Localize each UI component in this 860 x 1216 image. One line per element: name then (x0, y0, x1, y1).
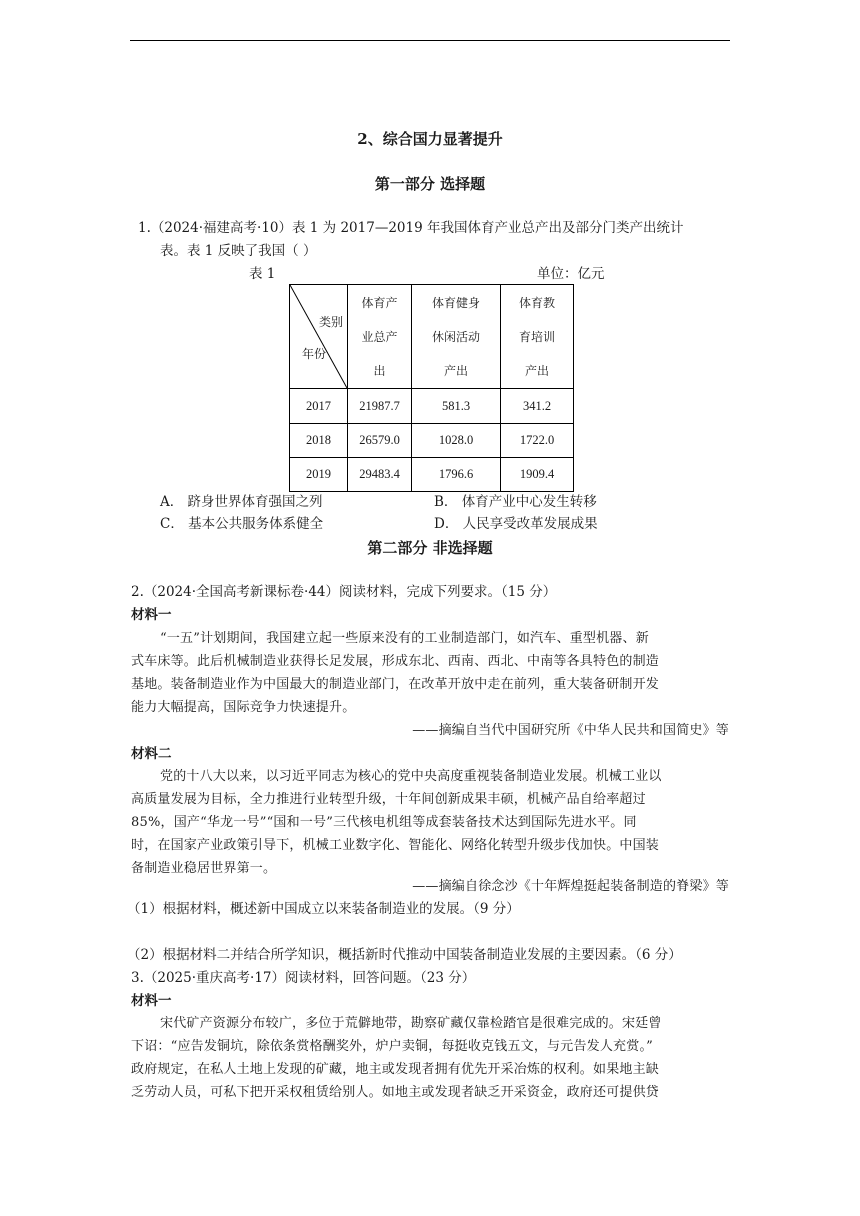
table-cell: 2018 (290, 424, 348, 458)
table-cell: 21987.7 (348, 389, 412, 424)
table-row (290, 424, 574, 458)
q2-stem: 2.（2024·全国高考新课标卷·44）阅读材料，完成下列要求。（15 分） (131, 584, 557, 600)
table-cell: 581.3 (412, 389, 501, 424)
q3-material1-line: 政府规定，在私人土地上发现的矿藏，地主或发现者拥有优先开采冶炼的权利。如果地主缺 (131, 1062, 660, 1077)
q2-material1-line: 基地。装备制造业作为中国最大的制造业部门，在改革开放中走在前列，重大装备研制开发 (131, 677, 660, 692)
table-cell: 1796.6 (412, 458, 501, 492)
q2-subquestion-1: （1）根据材料，概述新中国成立以来装备制造业的发展。（9 分） (127, 901, 520, 917)
table-row (290, 458, 574, 492)
corner-label-category: 类别 (318, 315, 343, 329)
table-header-cell: 体育健身 休闲活动 产出 (412, 285, 501, 389)
q2-material2-source: ——摘编自徐念沙《十年辉煌挺起装备制造的脊梁》等 (412, 879, 729, 894)
q2-material1-line: 式车床等。此后机械制造业获得长足发展，形成东北、西南、西北、中南等各具特色的制造 (131, 654, 660, 669)
q1-option-d: D． 人民享受改革发展成果 (434, 516, 598, 532)
table-cell: 2019 (290, 458, 348, 492)
q2-material2-line: 党的十八大以来，以习近平同志为核心的党中央高度重视装备制造业发展。机械工业以 (160, 769, 662, 784)
table-cell: 341.2 (501, 389, 574, 424)
section-heading-part1: 第一部分 选择题 (374, 175, 486, 193)
table-corner-cell (290, 285, 348, 389)
q2-material2-line: 备制造业稳居世界第一。 (131, 861, 277, 876)
table-cell: 1909.4 (501, 458, 574, 492)
table-header-row (290, 285, 574, 389)
q3-material1-line: 乏劳动人员，可私下把开采权租赁给别人。如地主或发现者缺乏开采资金，政府还可提供贷 (131, 1085, 660, 1100)
q2-material1-line: 能力大幅提高，国际竞争力快速提升。 (131, 700, 356, 715)
table-cell: 26579.0 (348, 424, 412, 458)
q3-material1-line: 下诏：“应告发铜坑，除依条赏格酬奖外，炉户卖铜，每挺收克钱五文，与元告发人充赏。” (131, 1039, 653, 1054)
q1-option-b: B． 体育产业中心发生转移 (434, 494, 597, 510)
q2-material1-line: “一五”计划期间，我国建立起一些原来没有的工业制造部门，如汽车、重型机器、新 (160, 631, 649, 646)
q2-material2-line: 85%，国产“华龙一号”“国和一号”三代核电机组等成套装备技术达到国际先进水平。同 (131, 815, 637, 830)
q2-material2-line: 时，在国家产业政策引导下，机械工业数字化、智能化、网络化转型升级步伐加快。中国装 (131, 838, 660, 853)
q2-material2-line: 高质量发展为目标，全力推进行业转型升级，十年间创新成果丰硕，机械产品自给率超过 (131, 792, 646, 807)
q3-material1-line: 宋代矿产资源分布较广，多位于荒僻地带，勘察矿藏仅靠检踏官是很难完成的。宋廷曾 (160, 1016, 662, 1031)
table-header-cell: 体育教 育培训 产出 (501, 285, 574, 389)
q3-stem: 3.（2025·重庆高考·17）阅读材料，回答问题。（23 分） (131, 970, 476, 986)
q3-material1-title: 材料一 (131, 993, 172, 1009)
table-cell: 2017 (290, 389, 348, 424)
q2-material2-title: 材料二 (131, 746, 172, 762)
q1-stem-line1: 1.（2024·福建高考·10）表 1 为 2017—2019 年我国体育产业总产出及部分门类产出统计 (138, 220, 684, 236)
q1-option-c: C． 基本公共服务体系健全 (160, 516, 324, 532)
statistics-table (289, 284, 574, 492)
table-header-cell: 体育产 业总产 出 (348, 285, 412, 389)
table-row (290, 389, 574, 424)
table-cell: 29483.4 (348, 458, 412, 492)
q2-subquestion-2: （2）根据材料二并结合所学知识，概括新时代推动中国装备制造业发展的主要因素。（6 分） (127, 947, 682, 963)
table-unit: 单位：亿元 (537, 266, 605, 282)
page-title: 2、综合国力显著提升 (357, 130, 503, 148)
table-cell: 1028.0 (412, 424, 501, 458)
section-heading-part2: 第二部分 非选择题 (367, 539, 493, 557)
q1-stem-line2: 表。表 1 反映了我国（ ） (160, 243, 317, 259)
corner-label-year: 年份 (302, 347, 327, 361)
q2-material1-title: 材料一 (131, 607, 172, 623)
diagonal-line (290, 285, 347, 388)
q1-option-a: A． 跻身世界体育强国之列 (160, 494, 323, 510)
header-rule (130, 40, 730, 41)
q2-material1-source: ——摘编自当代中国研究所《中华人民共和国简史》等 (412, 723, 729, 738)
table-label: 表 1 (249, 266, 276, 282)
table-cell: 1722.0 (501, 424, 574, 458)
